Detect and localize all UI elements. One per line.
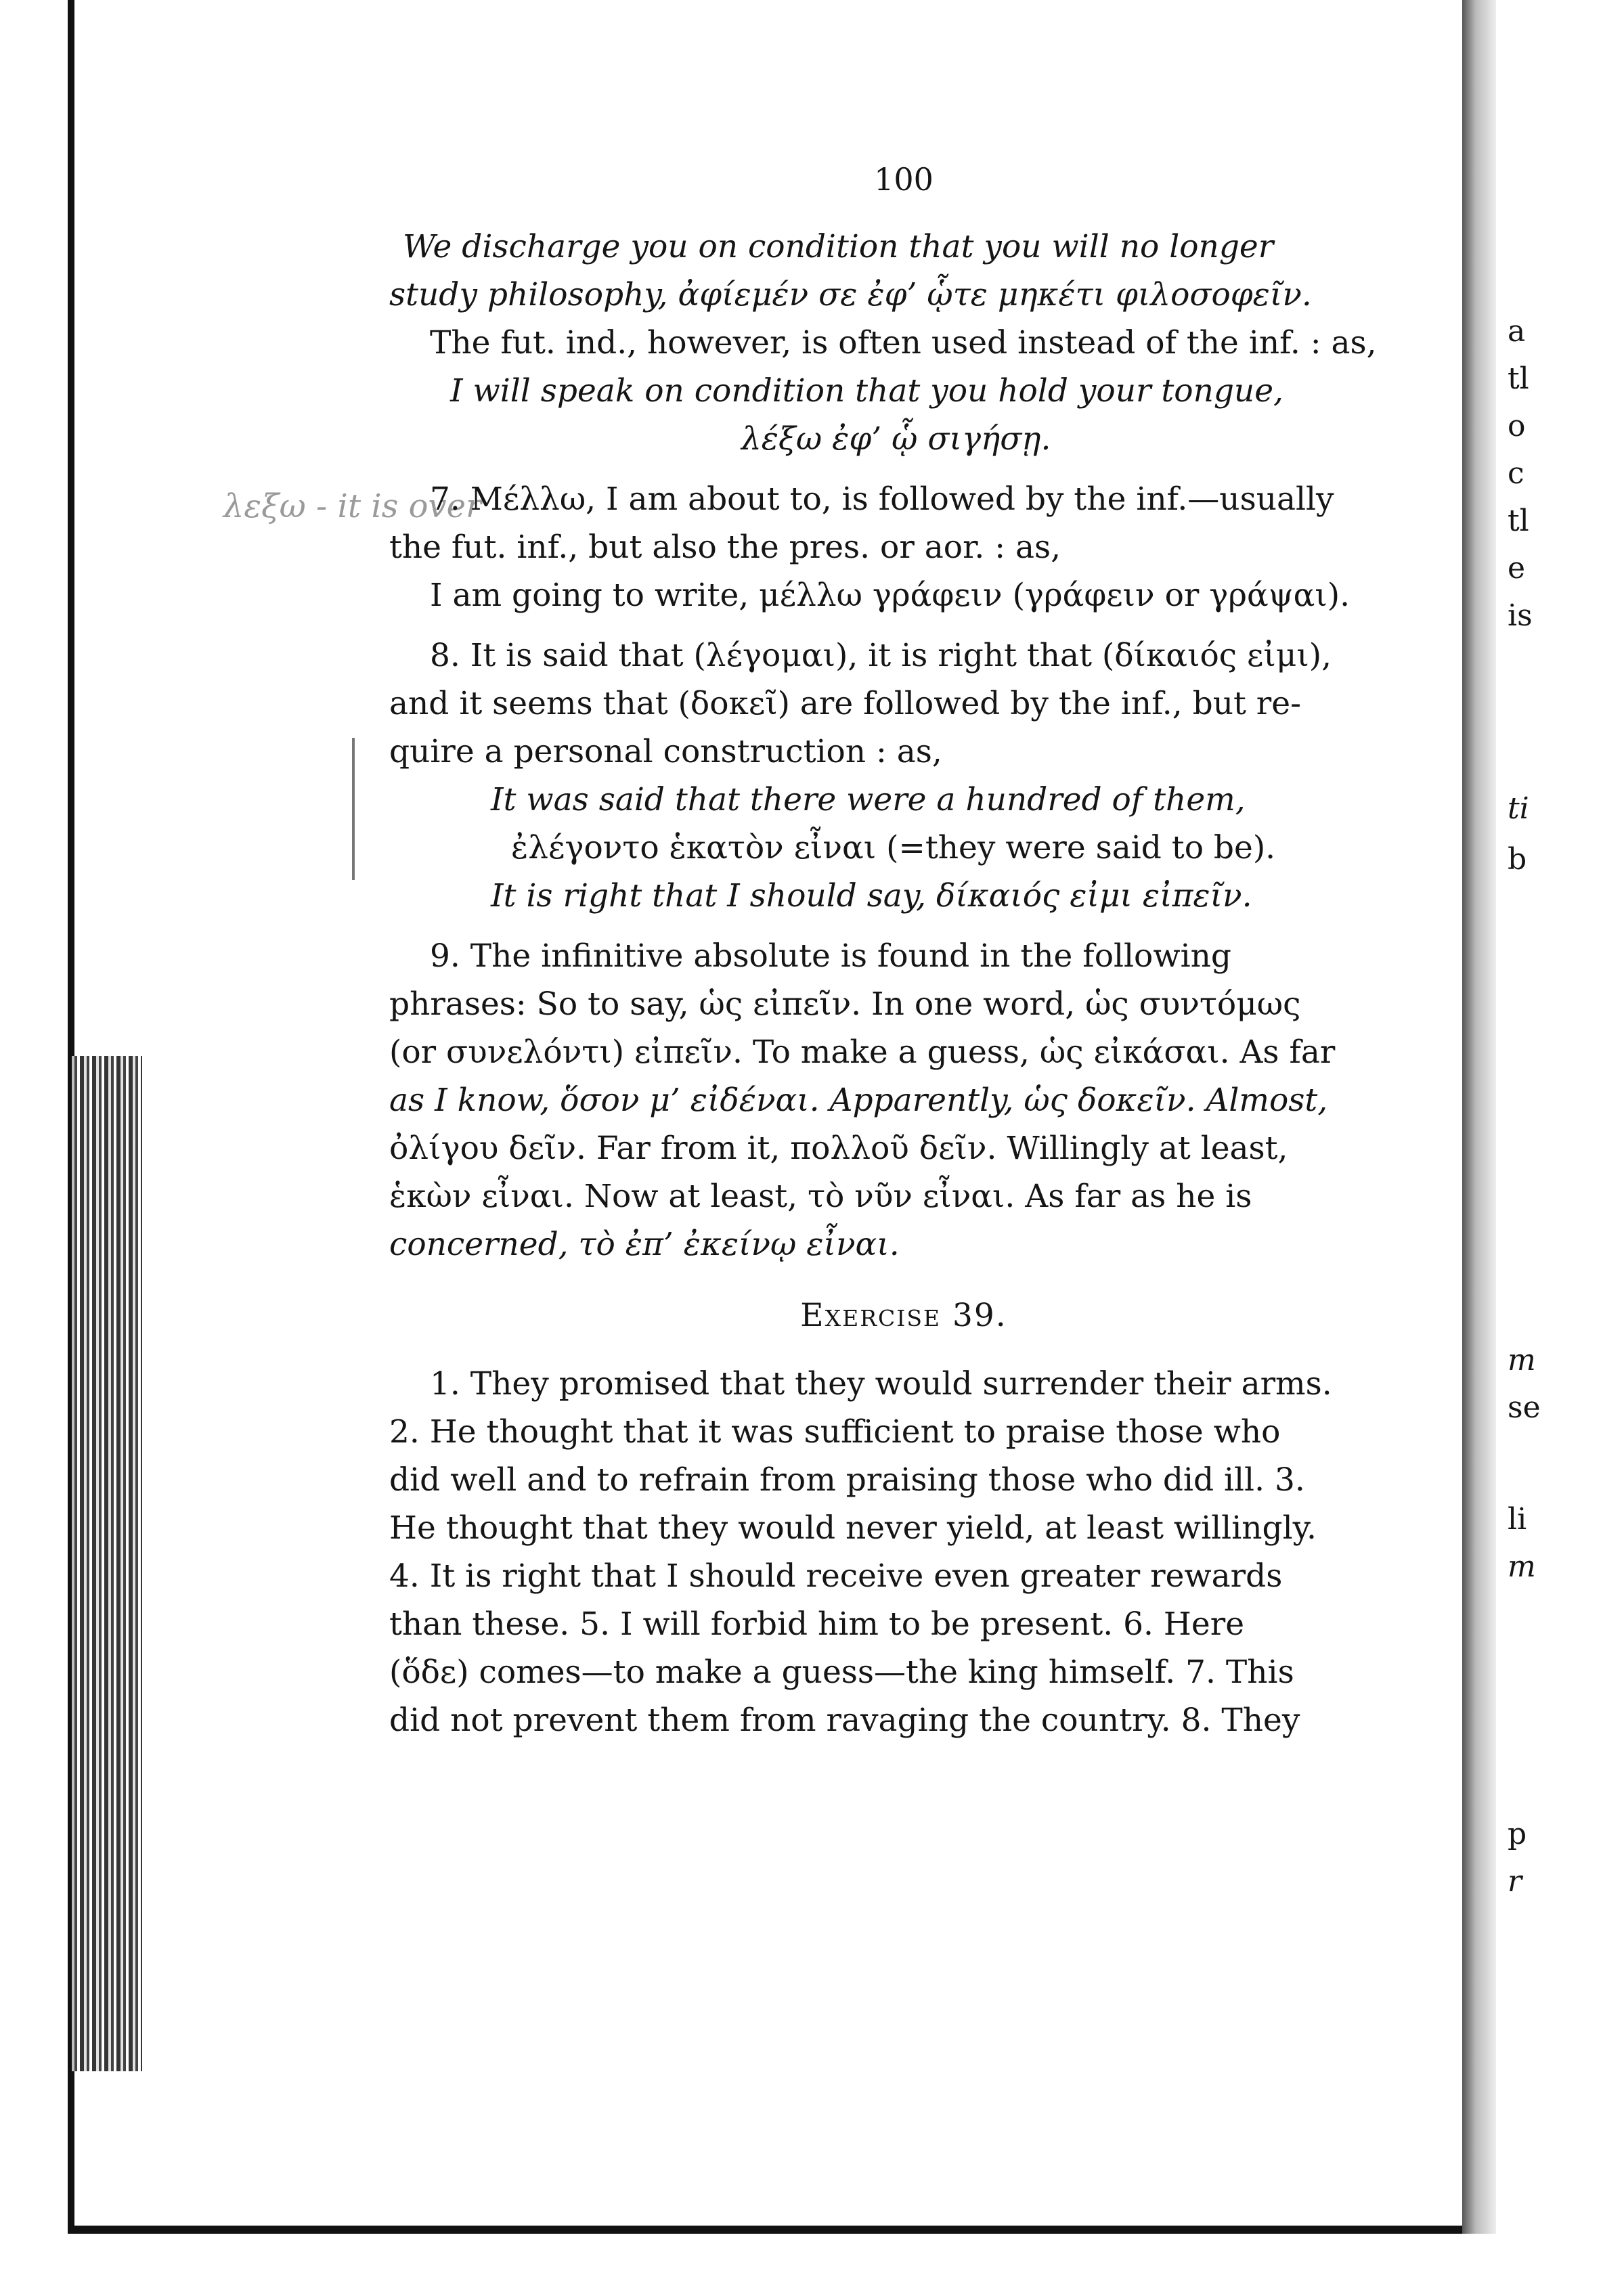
spacer [389,463,1418,475]
margin-pencil-annotation: λεξω - it is over [223,487,481,525]
text-line: ἑκὼν εἶναι. Now at least, τὸ νῦν εἶναι. As far as he is [389,1178,1252,1215]
facing-fragment: ti [1508,791,1529,826]
exercise-line: 4. It is right that I should receive even greater rewards [389,1558,1283,1595]
exercise-line: 1. They promised that they would surrender their arms. [430,1365,1332,1403]
facing-fragment: a [1508,314,1526,349]
facing-fragment: e [1508,551,1526,586]
facing-fragment: b [1508,842,1527,877]
facing-page-edge [1499,0,1603,2296]
page-text-column [389,156,1418,1744]
exercise-line: (ὅδε) comes—to make a guess—the king himself. 7. This [389,1654,1294,1691]
text-line: quire a personal construction : as, [389,733,942,770]
margin-bracket [352,738,355,880]
text-line: 7. Μέλλω, I am about to, is followed by the inf.—usually [430,481,1334,518]
exercise-line: He thought that they would never yield, at least willingly. [389,1509,1317,1547]
facing-fragment: tl [1508,504,1529,538]
facing-fragment: o [1508,409,1526,443]
page-stack-edge [68,1056,142,2071]
exercise-line: 2. He thought that it was sufficient to praise those who [389,1413,1281,1451]
text-line: concerned, τὸ ἐπ’ ἐκείνῳ εἶναι. [389,1226,900,1263]
exercise-line: than these. 5. I will forbid him to be present. 6. Here [389,1606,1245,1643]
facing-fragment: p [1508,1817,1527,1851]
text-line: as I know, ὅσον μ’ εἰδέναι. Apparently, ὡς δοκεῖν. Almost, [389,1082,1328,1119]
facing-fragment: m [1508,1343,1536,1377]
book-gutter [1462,0,1496,2234]
facing-fragment: li [1508,1502,1527,1537]
exercise-line: did not prevent them from ravaging the country. 8. They [389,1702,1300,1739]
text-line: We discharge you on condition that you will no longer [403,228,1274,265]
text-line: It was said that there were a hundred of them, [491,781,1246,818]
facing-fragment: is [1508,598,1533,633]
text-line: ὀλίγου δεῖν. Far from it, πολλοῦ δεῖν. Willingly at least, [389,1130,1288,1167]
exercise-heading: Exercise 39. [800,1297,1007,1334]
facing-fragment: r [1508,1864,1522,1899]
text-line: the fut. inf., but also the pres. or aor. : as, [389,529,1061,566]
text-line: (or συνελόντι) εἰπεῖν. To make a guess, ὡς εἰκάσαι. As far [389,1034,1336,1071]
text-line: I will speak on condition that you hold your tongue, [450,372,1283,410]
text-line: 8. It is said that (λέγομαι), it is right that (δίκαιός εἰμι), [430,637,1332,674]
text-line: phrases: So to say, ὡς εἰπεῖν. In one word, ὡς συντόμως [389,986,1301,1023]
text-line: ἐλέγοντο ἑκατὸν εἶναι (=they were said to be). [511,829,1276,866]
text-line: and it seems that (δοκεῖ) are followed by the inf., but re- [389,685,1301,722]
text-line: study philosophy, ἀφίεμέν σε ἐφ’ ᾧτε μηκέτι φιλοσοφεῖν. [389,276,1312,313]
facing-fragment: se [1508,1390,1541,1425]
text-line: I am going to write, μέλλω γράφειν (γράφειν or γράψαι). [430,577,1351,614]
text-line: 9. The infinitive absolute is found in the following [430,937,1231,975]
facing-fragment: m [1508,1549,1536,1584]
scan-left-margin [0,0,68,2296]
exercise-line: did well and to refrain from praising those who did ill. 3. [389,1461,1305,1499]
facing-fragment: tl [1508,361,1529,396]
text-line: It is right that I should say, δίκαιός εἰμι εἰπεῖν. [491,877,1252,914]
spacer [389,619,1418,632]
facing-fragment: c [1508,456,1524,491]
spacer [389,920,1418,932]
text-line: The fut. ind., however, is often used instead of the inf. : as, [430,324,1377,361]
text-line: λέξω ἐφ’ ᾧ σιγήσῃ. [741,420,1051,458]
page-number: 100 [874,161,934,198]
